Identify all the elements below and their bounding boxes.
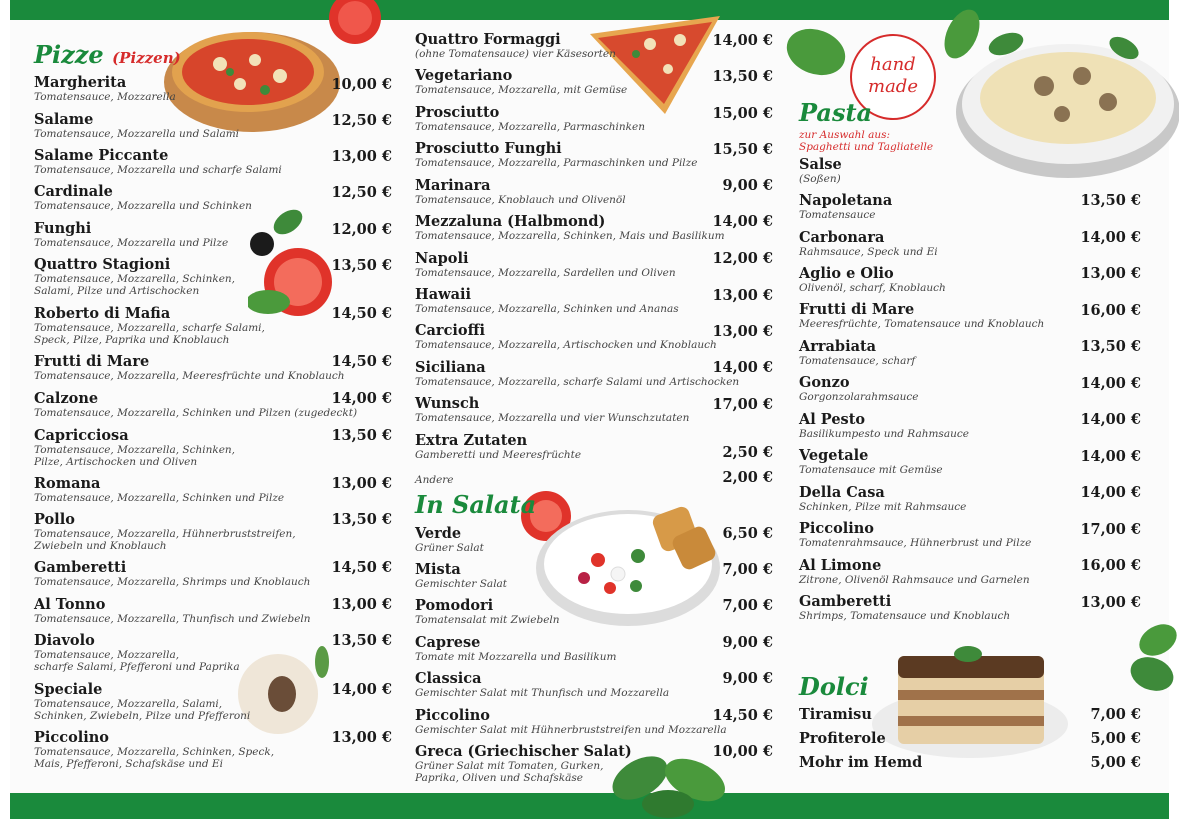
item-name: Greca (Griechischer Salat) bbox=[415, 743, 632, 760]
menu-item bbox=[34, 682, 250, 722]
pizza-slice-illustration bbox=[590, 14, 725, 119]
item-price: 14,00 € bbox=[1080, 411, 1141, 428]
item-name: Extra Zutaten bbox=[415, 432, 528, 449]
item-name: Frutti di Mare bbox=[799, 301, 915, 318]
item-description: Tomatensauce, Mozzarella, Hühnerbruststreifen, bbox=[34, 528, 296, 540]
item-description: Tomatensalat mit Zwiebeln bbox=[415, 614, 560, 626]
item-name: Gamberetti bbox=[799, 593, 892, 610]
item-name: Al Pesto bbox=[799, 411, 866, 428]
item-description: Tomatensauce, Mozzarella und scharfe Salami bbox=[34, 164, 282, 176]
item-description: Tomatensauce, Mozzarella, Schinken und Pilze bbox=[34, 492, 285, 504]
item-price: 14,50 € bbox=[712, 707, 773, 724]
item-price: 14,00 € bbox=[1080, 448, 1141, 465]
menu-item bbox=[34, 221, 228, 249]
item-name: Funghi bbox=[34, 220, 92, 237]
item-name: Arrabiata bbox=[799, 338, 877, 355]
item-description: Gemischter Salat bbox=[415, 578, 508, 590]
item-description: Tomatensauce, Mozzarella und Salami bbox=[34, 128, 240, 140]
pizza-section-subtitle: (Pizzen) bbox=[112, 49, 181, 67]
item-description-line2: Pilze, Artischocken und Oliven bbox=[34, 456, 198, 468]
item-price: 12,50 € bbox=[331, 112, 392, 129]
bottom-green-band bbox=[10, 793, 1169, 819]
item-price: 16,00 € bbox=[1080, 557, 1141, 574]
item-name: Frutti di Mare bbox=[34, 353, 150, 370]
item-description: (ohne Tomatensauce) vier Käsesorten bbox=[415, 48, 616, 60]
item-description: Tomatensauce, Mozzarella, Parmaschinken und Pilze bbox=[415, 157, 698, 169]
page-margin-left bbox=[0, 0, 10, 819]
item-name: Gamberetti bbox=[34, 559, 127, 576]
menu-item bbox=[799, 731, 886, 747]
item-price: 10,00 € bbox=[331, 76, 392, 93]
item-name: Prosciutto Funghi bbox=[415, 140, 562, 157]
item-name: Piccolino bbox=[34, 729, 109, 746]
menu-item bbox=[799, 521, 1031, 549]
pizza-section-title: Pizze bbox=[34, 40, 104, 69]
item-name: Aglio e Olio bbox=[799, 265, 894, 282]
item-name: Salame Piccante bbox=[34, 147, 169, 164]
item-name: Hawaii bbox=[415, 286, 471, 303]
menu-item bbox=[415, 562, 507, 590]
item-description: Tomatensauce, Mozzarella, Schinken, bbox=[34, 444, 236, 456]
item-price: 13,00 € bbox=[1080, 594, 1141, 611]
item-description-line2: Mais, Pfefferoni, Schafskäse und Ei bbox=[34, 758, 223, 770]
item-price: 10,00 € bbox=[712, 743, 773, 760]
menu-item bbox=[34, 730, 274, 770]
item-name: Classica bbox=[415, 670, 482, 687]
item-description: Tomatensauce, Mozzarella und vier Wunschzutaten bbox=[415, 412, 690, 424]
menu-item bbox=[34, 112, 239, 140]
menu-item bbox=[34, 148, 282, 176]
menu-item bbox=[34, 257, 235, 297]
item-description: Olivenöl, scharf, Knoblauch bbox=[799, 282, 946, 294]
dolci-section-title: Dolci bbox=[799, 672, 869, 701]
item-name: Romana bbox=[34, 475, 101, 492]
item-name: Mezzaluna (Halbmond) bbox=[415, 213, 606, 230]
item-price: 16,00 € bbox=[1080, 302, 1141, 319]
item-name: Napoletana bbox=[799, 192, 893, 209]
item-price: 14,00 € bbox=[712, 359, 773, 376]
pasta-section-title: Pasta bbox=[799, 98, 873, 127]
menu-item bbox=[415, 396, 689, 424]
item-price: 14,00 € bbox=[331, 390, 392, 407]
item-name: Salame bbox=[34, 111, 94, 128]
menu-item bbox=[799, 302, 1044, 330]
item-description: Tomatensauce, Mozzarella, scharfe Salami, bbox=[34, 322, 265, 334]
item-price: 13,00 € bbox=[1080, 265, 1141, 282]
item-name: Carcioffi bbox=[415, 322, 485, 339]
item-price: 13,50 € bbox=[331, 632, 392, 649]
menu-item bbox=[415, 433, 581, 461]
menu-item bbox=[799, 707, 872, 723]
menu-item bbox=[34, 428, 235, 468]
tomato-slice-top bbox=[326, 0, 384, 46]
item-name: Piccolino bbox=[799, 520, 874, 537]
menu-item bbox=[415, 635, 616, 663]
menu-item bbox=[415, 708, 727, 736]
item-price: 13,50 € bbox=[331, 257, 392, 274]
item-description: Grüner Salat mit Tomaten, Gurken, bbox=[415, 760, 604, 772]
item-name: Al Tonno bbox=[34, 596, 106, 613]
item-description: (Soßen) bbox=[799, 173, 841, 185]
item-name: Speciale bbox=[34, 681, 103, 698]
pasta-choice-note: zur Auswahl aus: bbox=[799, 129, 891, 141]
menu-item bbox=[799, 448, 943, 476]
menu-item bbox=[34, 354, 345, 382]
item-price: 13,50 € bbox=[331, 427, 392, 444]
item-name: Siciliana bbox=[415, 359, 486, 376]
item-description: Shrimps, Tomatensauce und Knoblauch bbox=[799, 610, 1011, 622]
item-description: Tomatensauce bbox=[799, 209, 876, 221]
item-description: Tomatensauce, Mozzarella, Meeresfrüchte und Knoblauch bbox=[34, 370, 345, 382]
handmade-text-line2: made bbox=[868, 76, 918, 97]
item-description-line2: scharfe Salami, Pfefferoni und Paprika bbox=[34, 661, 240, 673]
item-description-line2: Paprika, Oliven und Schafskäse bbox=[415, 772, 583, 784]
item-description: Tomatensauce, Mozzarella und Schinken bbox=[34, 200, 252, 212]
menu-item bbox=[34, 184, 252, 212]
menu-item bbox=[799, 412, 969, 440]
menu-item bbox=[34, 476, 284, 504]
menu-item bbox=[415, 141, 697, 169]
menu-item bbox=[34, 597, 311, 625]
item-description-line2: Salami, Pilze und Artischocken bbox=[34, 285, 200, 297]
item-price: 12,00 € bbox=[331, 221, 392, 238]
item-description: Tomatensauce, Mozzarella, Salami, bbox=[34, 698, 223, 710]
item-description: Tomatensauce, Mozzarella, Schinken, Mais und Basilikum bbox=[415, 230, 725, 242]
item-description: Tomatensauce, Mozzarella, Artischocken und Knoblauch bbox=[415, 339, 717, 351]
item-name: Pomodori bbox=[415, 597, 494, 614]
item-description: Tomatenrahmsauce, Hühnerbrust und Pilze bbox=[799, 537, 1032, 549]
item-name: Calzone bbox=[34, 390, 99, 407]
menu-item bbox=[415, 598, 560, 626]
item-description: Tomatensauce, Mozzarella, mit Gemüse bbox=[415, 84, 628, 96]
handmade-text-line1: hand bbox=[870, 54, 916, 75]
item-name: Prosciutto bbox=[415, 104, 500, 121]
item-description: Tomatensauce, Mozzarella bbox=[34, 91, 176, 103]
item-price: 13,00 € bbox=[712, 323, 773, 340]
item-description: Gemischter Salat mit Thunfisch und Mozzarella bbox=[415, 687, 670, 699]
item-description: Tomatensauce, Mozzarella, Thunfisch und Zwiebeln bbox=[34, 613, 311, 625]
item-name: Caprese bbox=[415, 634, 481, 651]
item-name: Diavolo bbox=[34, 632, 95, 649]
menu-item bbox=[34, 633, 240, 673]
item-price: 17,00 € bbox=[1080, 521, 1141, 538]
item-price: 12,00 € bbox=[712, 250, 773, 267]
item-price: 13,50 € bbox=[712, 68, 773, 85]
menu-item bbox=[415, 105, 645, 133]
item-price: 14,00 € bbox=[1080, 229, 1141, 246]
pasta-plate-illustration bbox=[940, 4, 1179, 184]
item-name: Mohr im Hemd bbox=[799, 754, 923, 771]
item-description: Tomatensauce, Knoblauch und Olivenöl bbox=[415, 194, 626, 206]
menu-item bbox=[415, 214, 725, 242]
item-description: Basilikumpesto und Rahmsauce bbox=[799, 428, 969, 440]
item-description: Tomatensauce, Mozzarella, Schinken und Pilzen (zugedeckt) bbox=[34, 407, 358, 419]
item-price: 13,50 € bbox=[331, 511, 392, 528]
item-price: 7,00 € bbox=[722, 597, 773, 614]
item-name: Mista bbox=[415, 561, 461, 578]
item-price: 6,50 € bbox=[722, 525, 773, 542]
item-description: Zitrone, Olivenöl Rahmsauce und Garnelen bbox=[799, 574, 1030, 586]
item-description-line2: Schinken, Zwiebeln, Pilze und Pfefferoni bbox=[34, 710, 251, 722]
andere-price: 2,00 € bbox=[722, 469, 773, 486]
item-description: Tomatensauce, Mozzarella, Schinken und Ananas bbox=[415, 303, 679, 315]
item-price: 7,00 € bbox=[722, 561, 773, 578]
item-description: Gemischter Salat mit Hühnerbruststreifen und Mozzarella bbox=[415, 724, 727, 736]
item-name: Capricciosa bbox=[34, 427, 129, 444]
item-description: Tomatensauce, Mozzarella, Parmaschinken bbox=[415, 121, 645, 133]
item-name: Margherita bbox=[34, 74, 127, 91]
menu-item bbox=[415, 671, 669, 699]
menu-item bbox=[799, 485, 966, 513]
item-price: 13,00 € bbox=[712, 287, 773, 304]
andere-label: Andere bbox=[415, 474, 454, 486]
menu-item bbox=[799, 339, 915, 367]
basil-leaf-left bbox=[782, 8, 852, 88]
menu-item bbox=[415, 287, 679, 315]
menu-item bbox=[34, 75, 176, 103]
item-name: Quattro Stagioni bbox=[34, 256, 171, 273]
item-price: 14,00 € bbox=[1080, 484, 1141, 501]
item-price: 14,00 € bbox=[712, 32, 773, 49]
item-description: Tomate mit Mozzarella und Basilikum bbox=[415, 651, 617, 663]
item-name: Verde bbox=[415, 525, 462, 542]
item-description: Tomatensauce, scharf bbox=[799, 355, 916, 367]
item-name: Vegetale bbox=[799, 447, 869, 464]
menu-item bbox=[415, 32, 616, 60]
menu-item bbox=[799, 230, 938, 258]
menu-item bbox=[799, 594, 1010, 622]
item-name: Tiramisu bbox=[799, 706, 872, 723]
item-price: 7,00 € bbox=[1090, 706, 1141, 723]
menu-item bbox=[415, 178, 626, 206]
item-description: Tomatensauce mit Gemüse bbox=[799, 464, 943, 476]
item-price: 14,00 € bbox=[712, 213, 773, 230]
item-description: Rahmsauce, Speck und Ei bbox=[799, 246, 938, 258]
menu-item bbox=[415, 526, 484, 554]
item-price: 14,00 € bbox=[1080, 375, 1141, 392]
menu-item bbox=[799, 375, 919, 403]
item-price: 15,50 € bbox=[712, 141, 773, 158]
item-name: Al Limone bbox=[799, 557, 882, 574]
item-description: Grüner Salat bbox=[415, 542, 484, 554]
item-price: 14,50 € bbox=[331, 353, 392, 370]
item-name: Gonzo bbox=[799, 374, 850, 391]
item-description: Gorgonzolarahmsauce bbox=[799, 391, 919, 403]
menu-item bbox=[34, 512, 296, 552]
item-price: 9,00 € bbox=[722, 670, 773, 687]
basil-leaf-right bbox=[1122, 604, 1179, 704]
item-price: 15,00 € bbox=[712, 105, 773, 122]
item-description: Tomatensauce, Mozzarella und Pilze bbox=[34, 237, 229, 249]
item-description: Tomatensauce, Mozzarella, scharfe Salami und Artischocken bbox=[415, 376, 740, 388]
item-price: 14,50 € bbox=[331, 559, 392, 576]
menu-item bbox=[799, 266, 946, 294]
item-price: 9,00 € bbox=[722, 634, 773, 651]
tiramisu-illustration bbox=[870, 632, 1070, 762]
item-price: 13,00 € bbox=[331, 475, 392, 492]
item-name: Wunsch bbox=[415, 395, 480, 412]
item-name: Profiterole bbox=[799, 730, 886, 747]
item-name: Marinara bbox=[415, 177, 491, 194]
item-price: 14,50 € bbox=[331, 305, 392, 322]
item-price: 12,50 € bbox=[331, 184, 392, 201]
salad-section-title: In Salata bbox=[415, 490, 537, 519]
item-name: Cardinale bbox=[34, 183, 113, 200]
menu-item bbox=[415, 251, 676, 279]
item-description: Tomatensauce, Mozzarella, Shrimps und Knoblauch bbox=[34, 576, 311, 588]
item-name: Carbonara bbox=[799, 229, 885, 246]
item-price: 9,00 € bbox=[722, 177, 773, 194]
item-name: Roberto di Mafia bbox=[34, 305, 171, 322]
pizza-section-heading bbox=[34, 40, 181, 69]
item-description: Gamberetti und Meeresfrüchte bbox=[415, 449, 582, 461]
item-price: 17,00 € bbox=[712, 396, 773, 413]
item-price: 13,00 € bbox=[331, 596, 392, 613]
menu-item bbox=[34, 560, 310, 588]
item-name: Quattro Formaggi bbox=[415, 31, 561, 48]
item-price: 13,00 € bbox=[331, 148, 392, 165]
item-description: Tomatensauce, Mozzarella, Sardellen und Oliven bbox=[415, 267, 676, 279]
item-description: Tomatensauce, Mozzarella, bbox=[34, 649, 180, 661]
item-description: Tomatensauce, Mozzarella, Schinken, Speck, bbox=[34, 746, 275, 758]
item-name: Pollo bbox=[34, 511, 75, 528]
pasta-choice-options: Spaghetti und Tagliatelle bbox=[799, 141, 934, 153]
item-name: Vegetariano bbox=[415, 67, 513, 84]
item-price: 14,00 € bbox=[331, 681, 392, 698]
menu-item bbox=[799, 157, 842, 185]
item-name: Napoli bbox=[415, 250, 469, 267]
item-name: Salse bbox=[799, 156, 842, 173]
item-price: 2,50 € bbox=[722, 444, 773, 461]
item-price: 5,00 € bbox=[1090, 730, 1141, 747]
menu-item bbox=[799, 193, 892, 221]
item-description: Schinken, Pilze mit Rahmsauce bbox=[799, 501, 967, 513]
menu-item bbox=[799, 558, 1030, 586]
item-description: Meeresfrüchte, Tomatensauce und Knoblauch bbox=[799, 318, 1045, 330]
menu-item bbox=[799, 755, 922, 771]
menu-item bbox=[415, 744, 632, 784]
item-price: 13,50 € bbox=[1080, 192, 1141, 209]
menu-item bbox=[415, 68, 627, 96]
item-description: Tomatensauce, Mozzarella, Schinken, bbox=[34, 273, 236, 285]
item-description-line2: Speck, Pilze, Paprika und Knoblauch bbox=[34, 334, 230, 346]
item-name: Piccolino bbox=[415, 707, 490, 724]
menu-item bbox=[34, 306, 265, 346]
item-price: 13,50 € bbox=[1080, 338, 1141, 355]
item-description-line2: Zwiebeln und Knoblauch bbox=[34, 540, 167, 552]
item-price: 13,00 € bbox=[331, 729, 392, 746]
menu-item bbox=[415, 323, 717, 351]
item-name: Della Casa bbox=[799, 484, 885, 501]
item-price: 5,00 € bbox=[1090, 754, 1141, 771]
